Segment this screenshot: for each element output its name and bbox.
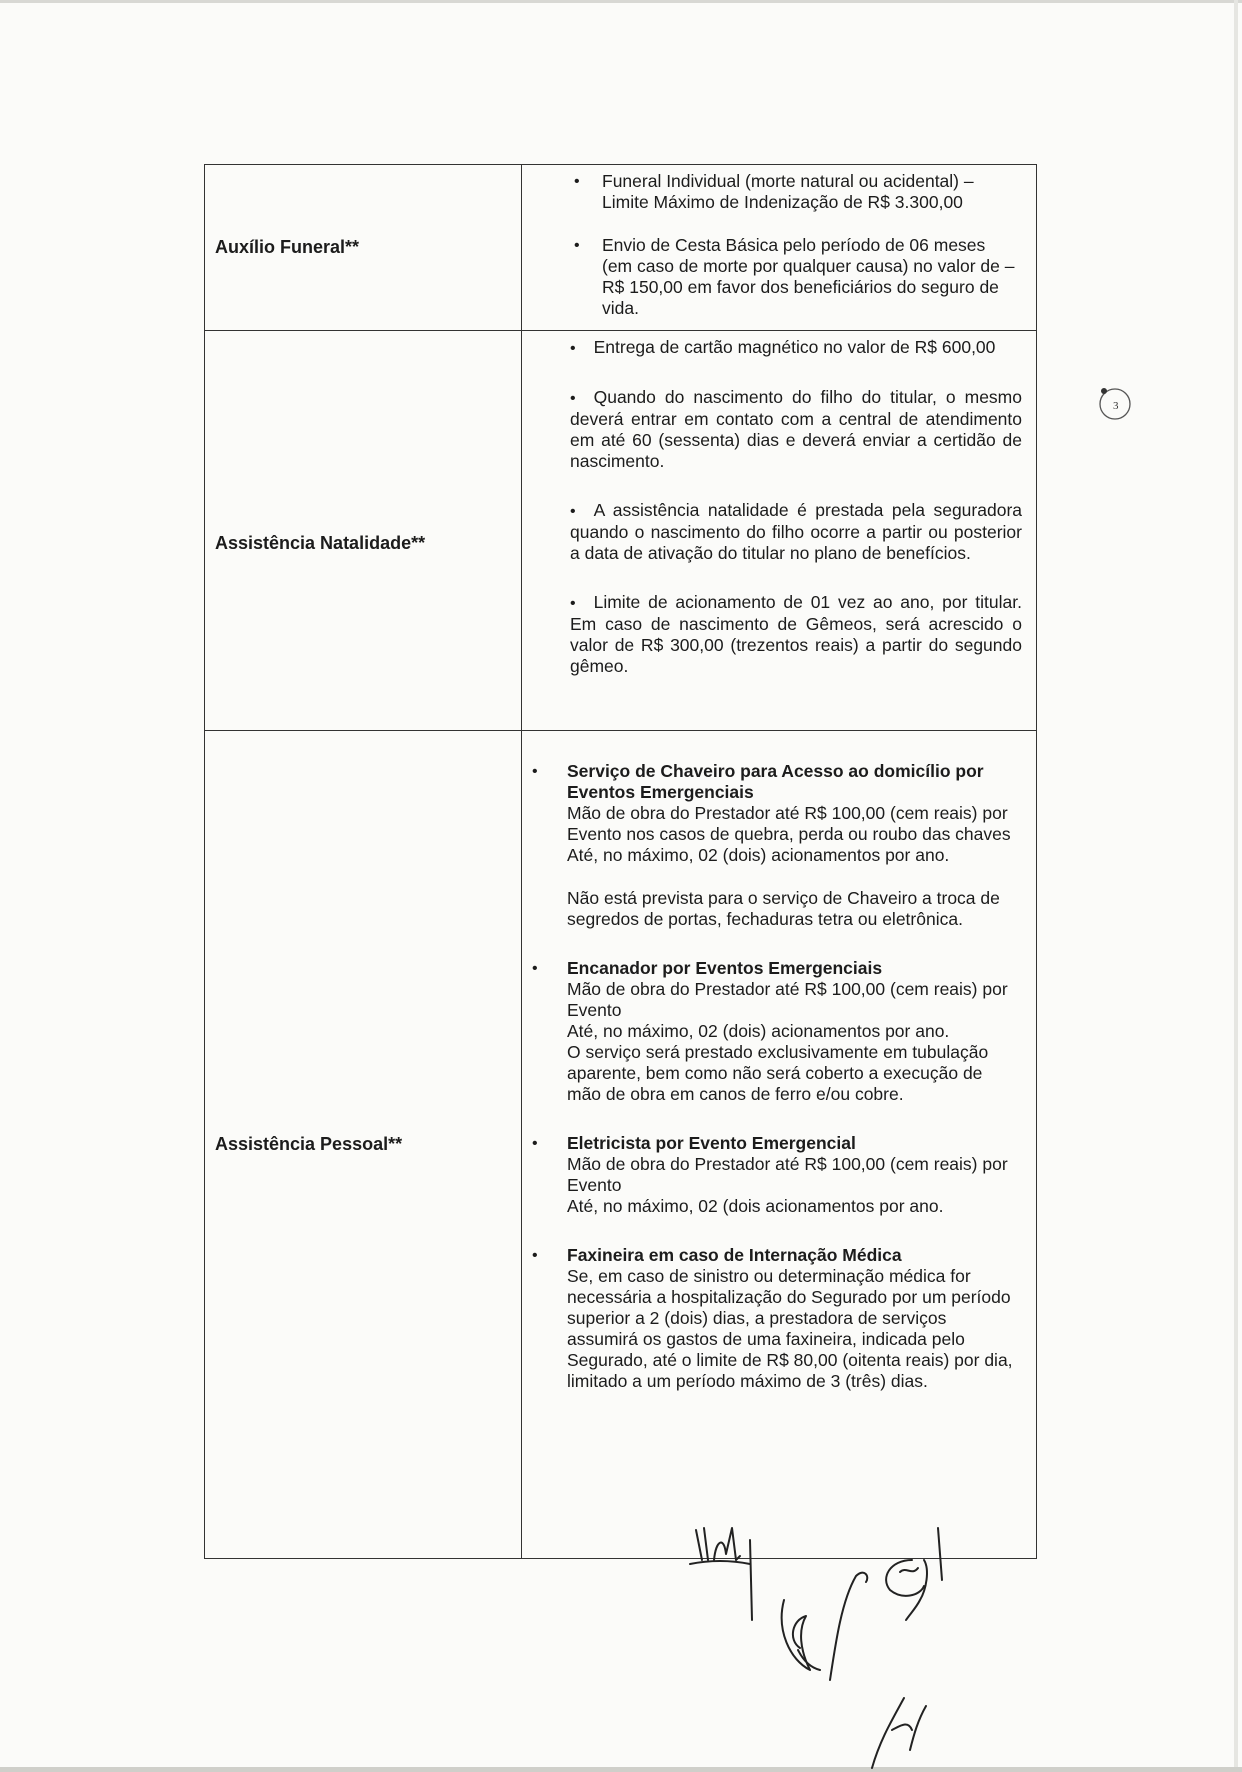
- list-item: [522, 500, 1036, 564]
- bullet-icon: •: [570, 340, 576, 357]
- service-title: Encanador por Eventos Emergenciais: [567, 958, 883, 978]
- table-row-assistencia-pessoal: [205, 731, 1037, 1559]
- bullet-icon: •: [570, 390, 576, 407]
- service-line: Se, em caso de sinistro ou determinação médica for necessária a hospitalização do Segurado por um período superior a 2 (dois) dias, a prestadora de serviços assumirá os gastos de uma faxineira, indicada pelo Segurado, até o limite de R$ 80,00 (oitenta reais) por dia, limitado a um período máximo de 3 (três) dias.: [567, 1266, 1013, 1391]
- service-title: Eletricista por Evento Emergencial: [567, 1133, 856, 1153]
- table-row-auxilio-funeral: [205, 165, 1037, 331]
- service-line: O serviço será prestado exclusivamente em tubulação aparente, bem como não será coberto a execução de mão de obra em canos de ferro e/ou cobre.: [567, 1042, 989, 1104]
- service-title: Faxineira em caso de Internação Médica: [567, 1245, 902, 1265]
- list-item: [522, 235, 1036, 319]
- row-label-assistencia-natalidade: Assistência Natalidade**: [205, 331, 522, 731]
- bullet-icon: •: [532, 1135, 538, 1152]
- item-text: Entrega de cartão magnético no valor de R$ 600,00: [593, 337, 996, 357]
- row-label-assistencia-pessoal: Assistência Pessoal**: [205, 731, 522, 1559]
- benefits-table: [204, 164, 1037, 1559]
- item-text: Envio de Cesta Básica pelo período de 06 meses (em caso de morte por qualquer causa) no valor de – R$ 150,00 em favor dos beneficiários do seguro de vida.: [602, 235, 1015, 318]
- bullet-icon: •: [570, 503, 576, 520]
- service-line: Mão de obra do Prestador até R$ 100,00 (cem reais) por Evento: [567, 979, 1008, 1020]
- table-row-assistencia-natalidade: [205, 331, 1037, 731]
- service-title: Serviço de Chaveiro para Acesso ao domicílio por Eventos Emergenciais: [567, 761, 984, 802]
- service-eletricista: [522, 1133, 1036, 1217]
- page-edge-right: [1234, 0, 1238, 1772]
- bullet-icon: •: [570, 595, 576, 612]
- service-chaveiro: [522, 761, 1036, 930]
- bullet-icon: •: [532, 1247, 538, 1264]
- service-line: Até, no máximo, 02 (dois acionamentos por ano.: [567, 1196, 944, 1216]
- service-line: Até, no máximo, 02 (dois) acionamentos por ano.: [567, 845, 950, 865]
- service-line: Mão de obra do Prestador até R$ 100,00 (cem reais) por Evento: [567, 1154, 1008, 1195]
- list-item: [522, 387, 1036, 472]
- bullet-icon: •: [532, 763, 538, 780]
- item-text: Funeral Individual (morte natural ou acidental) – Limite Máximo de Indenização de R$ 3.300,00: [602, 171, 974, 212]
- item-text: Quando do nascimento do filho do titular, o mesmo deverá entrar em contato com a central de atendimento em até 60 (sessenta) dias e deverá enviar a certidão de nascimento.: [570, 387, 1022, 471]
- list-item: [522, 592, 1036, 677]
- service-line: Até, no máximo, 02 (dois) acionamentos por ano.: [567, 1021, 950, 1041]
- item-text: Limite de acionamento de 01 vez ao ano, por titular. Em caso de nascimento de Gêmeos, será acrescido o valor de R$ 300,00 (trezentos reais) a partir do segundo gêmeo.: [570, 592, 1022, 676]
- list-item: [522, 337, 1036, 359]
- bullet-icon: •: [532, 960, 538, 977]
- item-text: A assistência natalidade é prestada pela seguradora quando o nascimento do filho ocorre a partir ou posterior a data de ativação do titular no plano de benefícios.: [570, 500, 1022, 563]
- row-content-assistencia-natalidade: [522, 331, 1037, 731]
- service-line: Mão de obra do Prestador até R$ 100,00 (cem reais) por Evento nos casos de quebra, perda ou roubo das chaves: [567, 803, 1011, 844]
- list-item: [522, 171, 1036, 213]
- service-encanador: [522, 958, 1036, 1105]
- row-content-assistencia-pessoal: [522, 731, 1037, 1559]
- stamp-number: 3: [1113, 400, 1119, 412]
- row-content-auxilio-funeral: [522, 165, 1037, 331]
- page-number-stamp-icon: [1096, 385, 1134, 423]
- page-edge-top: [0, 0, 1242, 3]
- bullet-icon: •: [574, 237, 580, 254]
- service-note: Não está prevista para o serviço de Chaveiro a troca de segredos de portas, fechaduras tetra ou eletrônica.: [567, 888, 1000, 929]
- bullet-icon: •: [574, 173, 580, 190]
- handwritten-signatures-icon: [680, 1520, 1100, 1770]
- row-label-auxilio-funeral: Auxílio Funeral**: [205, 165, 522, 331]
- service-faxineira: [522, 1245, 1036, 1392]
